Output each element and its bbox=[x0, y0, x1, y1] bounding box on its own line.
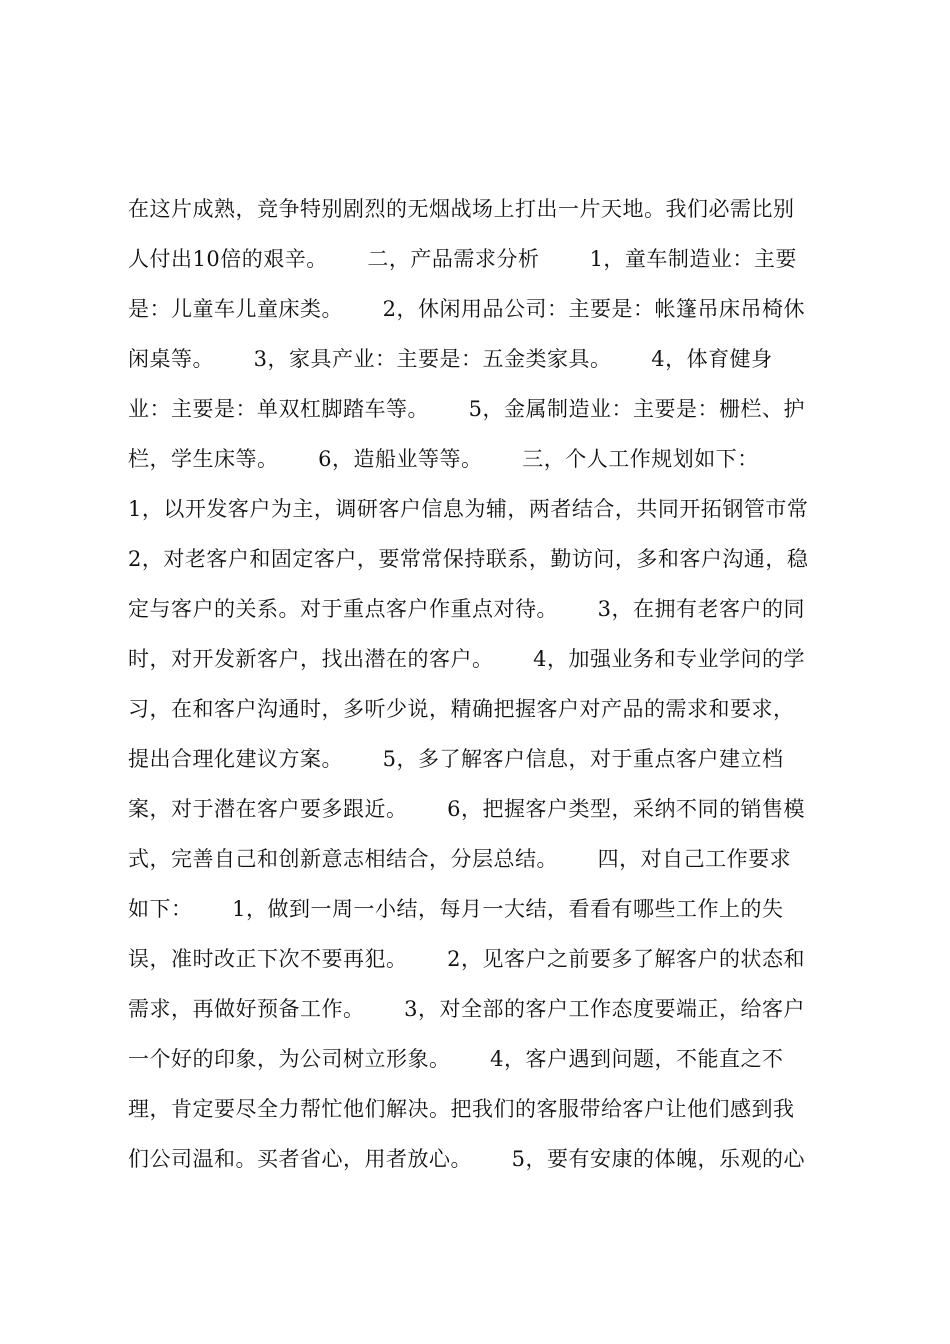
text-line: 业：主要是：单双杠脚踏车等。 5，金属制造业：主要是：栅栏、护 bbox=[128, 397, 806, 421]
text-line: 案，对于潜在客户要多跟近。 6，把握客户类型，采纳不同的销售模 bbox=[128, 797, 806, 821]
text-line: 在这片成熟，竞争特别剧烈的无烟战场上打出一片天地。我们必需比别 bbox=[128, 197, 795, 221]
text-line: 一个好的印象，为公司树立形象。 4，客户遇到问题，不能直之不 bbox=[128, 1047, 784, 1071]
text-line: 人付出10倍的艰辛。 二，产品需求分析 1，童车制造业：主要 bbox=[128, 247, 797, 271]
text-line: 1，以开发客户为主，调研客户信息为辅，两者结合，共同开拓钢管市常 bbox=[128, 497, 809, 521]
body-text bbox=[128, 184, 838, 1184]
text-line: 定与客户的关系。对于重点客户作重点对待。 3，在拥有老客户的同 bbox=[128, 597, 806, 621]
text-line: 闲桌等。 3，家具产业：主要是：五金类家具。 4，体育健身 bbox=[128, 347, 773, 371]
text-line: 误，准时改正下次不要再犯。 2，见客户之前要多了解客户的状态和 bbox=[128, 947, 806, 971]
text-line: 栏，学生床等。 6，造船业等等。 三，个人工作规划如下： bbox=[128, 447, 759, 471]
text-line: 习，在和客户沟通时，多听少说，精确把握客户对产品的需求和要求， bbox=[128, 697, 795, 721]
text-line: 如下： 1，做到一周一小结，每月一大结，看看有哪些工作上的失 bbox=[128, 897, 784, 921]
text-line: 是：儿童车儿童床类。 2，休闲用品公司：主要是：帐篷吊床吊椅休 bbox=[128, 297, 806, 321]
text-line: 们公司温和。买者省心，用者放心。 5，要有安康的体魄，乐观的心 bbox=[128, 1147, 806, 1171]
text-line: 需求，再做好预备工作。 3，对全部的客户工作态度要端正，给客户 bbox=[128, 997, 806, 1021]
text-line: 理，肯定要尽全力帮忙他们解决。把我们的客服带给客户让他们感到我 bbox=[128, 1097, 795, 1121]
text-line: 式，完善自己和创新意志相结合，分层总结。 四，对自己工作要求 bbox=[128, 847, 792, 871]
text-line: 时，对开发新客户，找出潜在的客户。 4，加强业务和专业学问的学 bbox=[128, 647, 806, 671]
text-line: 2，对老客户和固定客户，要常常保持联系，勤访问，多和客户沟通，稳 bbox=[128, 547, 809, 571]
text-line: 提出合理化建议方案。 5，多了解客户信息，对于重点客户建立档 bbox=[128, 747, 784, 771]
